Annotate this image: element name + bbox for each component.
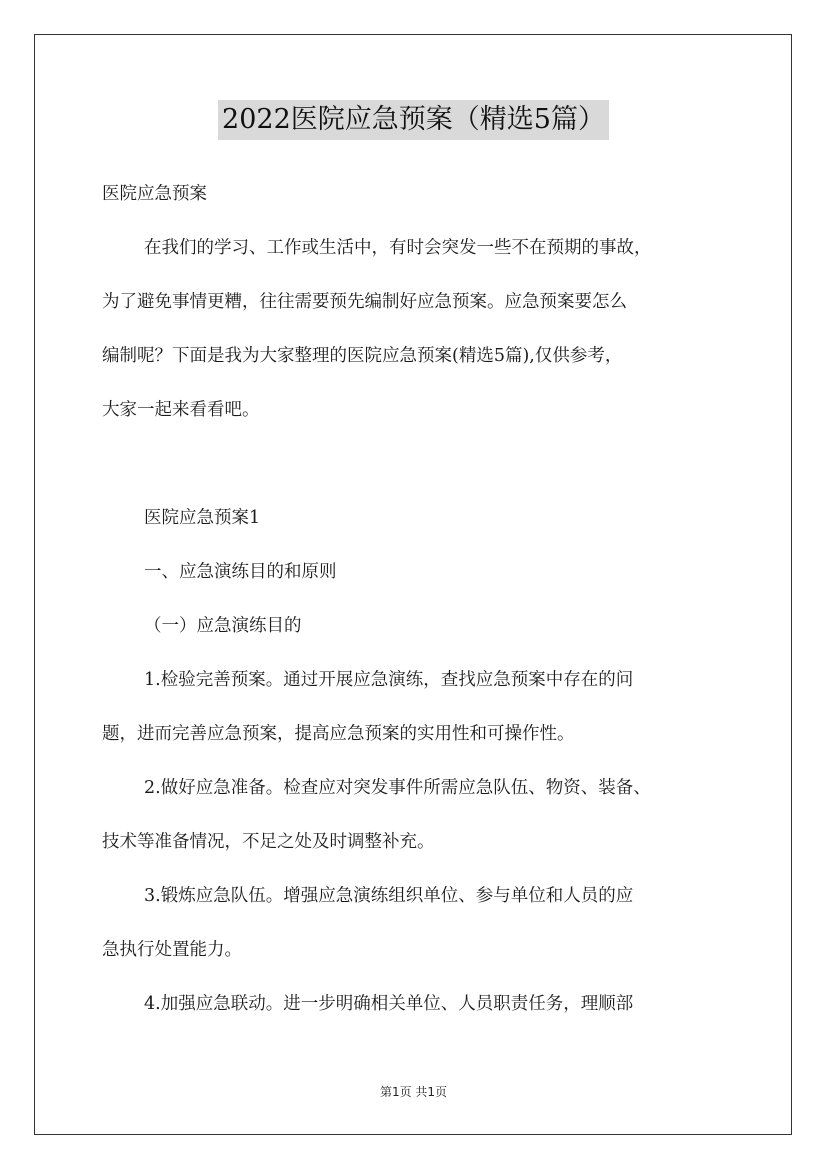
paragraph-line: 4.加强应急联动。进一步明确相关单位、人员职责任务，理顺部: [144, 994, 634, 1014]
paragraph-line: 3.锻炼应急队伍。增强应急演练组织单位、参与单位和人员的应: [144, 886, 634, 906]
paragraph-line: 为了避免事情更糟，往往需要预先编制好应急预案。应急预案要怎么: [102, 292, 627, 312]
section-heading: 医院应急预案1: [144, 508, 261, 528]
paragraph-line: 2.做好应急准备。检查应对突发事件所需应急队伍、物资、装备、: [144, 778, 651, 798]
paragraph-line: 大家一起来看看吧。: [102, 400, 260, 420]
document-title: 2022医院应急预案（精选5篇）: [218, 100, 609, 140]
paragraph-line: 急执行处置能力。: [102, 940, 242, 960]
section-heading: 一、应急演练目的和原则: [144, 562, 337, 582]
paragraph-line: 题，进而完善应急预案，提高应急预案的实用性和可操作性。: [102, 724, 575, 744]
page-number-footer: 第1页 共1页: [379, 1085, 448, 1099]
document-subtitle: 医院应急预案: [102, 184, 207, 204]
paragraph-line: 编制呢？下面是我为大家整理的医院应急预案(精选5篇),仅供参考，: [102, 346, 623, 366]
paragraph-line: 技术等准备情况，不足之处及时调整补充。: [102, 832, 435, 852]
subsection-heading: （一）应急演练目的: [144, 616, 302, 636]
paragraph-line: 1.检验完善预案。通过开展应急演练，查找应急预案中存在的问: [144, 670, 634, 690]
paragraph-line: 在我们的学习、工作或生活中，有时会突发一些不在预期的事故，: [144, 238, 652, 258]
title-container: [0, 100, 827, 140]
